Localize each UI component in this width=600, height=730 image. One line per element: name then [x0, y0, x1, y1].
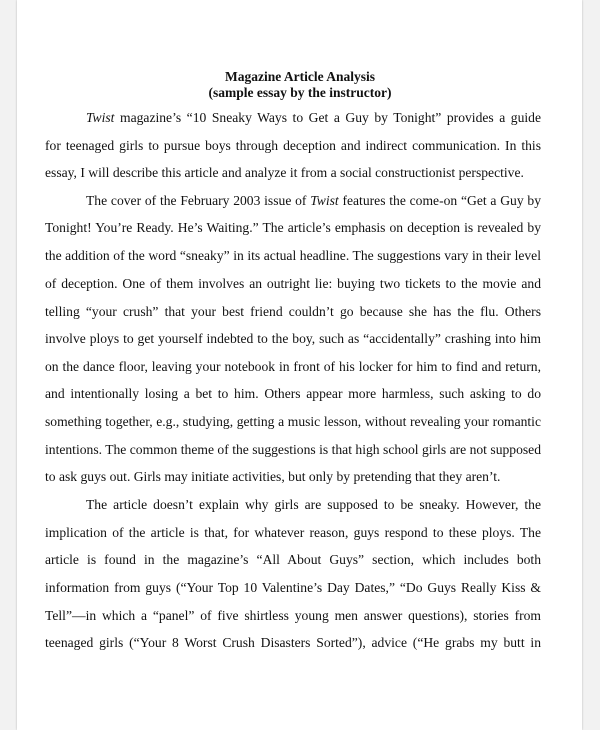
essay-line: of deception. One of them involves an outright lie: buying two tickets to the movie and: [45, 276, 541, 291]
essay-line: information from guys (“Your Top 10 Valentine’s Day Dates,” “Do Guys Really Kiss &: [45, 580, 541, 595]
essay-line: implication of the article is that, for whatever reason, guys respond to these ploys. The: [45, 525, 541, 540]
essay-line: something together, e.g., studying, getting a music lesson, without revealing your romantic: [45, 414, 541, 429]
document-title: Magazine Article Analysis: [225, 69, 375, 84]
essay-line: essay, I will describe this article and analyze it from a social constructionist perspective.: [45, 165, 524, 180]
essay-line: the addition of the word “sneaky” in its actual headline. The suggestions vary in their level: [45, 248, 541, 263]
essay-line: teenaged girls (“Your 8 Worst Crush Disasters Sorted”), advice (“He grabs my butt in: [45, 635, 541, 650]
essay-line: to ask guys out. Girls may initiate activities, but only by pretending that they aren’t.: [45, 469, 501, 484]
essay-line: Twist magazine’s “10 Sneaky Ways to Get a Guy by Tonight” provides a guide: [86, 110, 541, 125]
essay-line: Tell”—in which a “panel” of five shirtless young men answer questions), stories from: [45, 608, 541, 623]
essay-line: The cover of the February 2003 issue of Twist features the come-on “Get a Guy by: [86, 193, 541, 208]
essay-line: for teenaged girls to pursue boys through deception and indirect communication. In this: [45, 138, 541, 153]
essay-line: intentions. The common theme of the suggestions is that high school girls are not supposed: [45, 442, 541, 457]
document-subtitle: (sample essay by the instructor): [208, 85, 392, 100]
essay-line: and intentionally losing a bet to him. Others appear more harmless, such asking to do: [45, 386, 541, 401]
essay-line: on the dance floor, leaving your notebook in front of his locker for him to find and return,: [45, 359, 541, 374]
essay-line: involve ploys to get yourself indebted to the boy, such as “accidentally” crashing into him: [45, 331, 541, 346]
essay-line: The article doesn’t explain why girls are supposed to be sneaky. However, the: [86, 497, 541, 512]
essay-line: telling “your crush” that your best friend couldn’t go because she has the flu. Others: [45, 304, 541, 319]
essay-line: article is found in the magazine’s “All About Guys” section, which includes both: [45, 552, 541, 567]
essay-line: Tonight! You’re Ready. He’s Waiting.” The article’s emphasis on deception is revealed by: [45, 220, 541, 235]
